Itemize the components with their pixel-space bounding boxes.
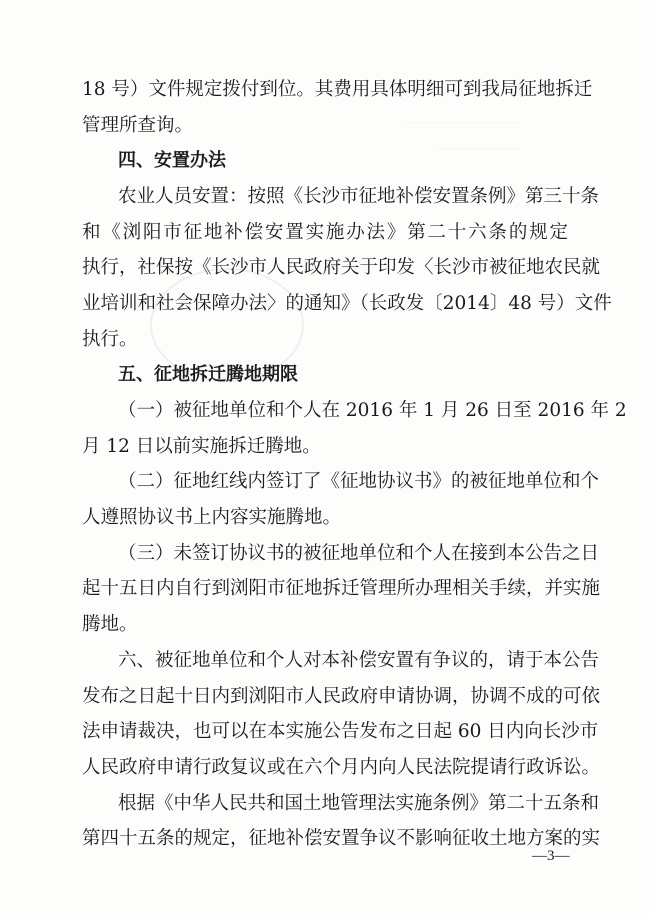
body-line: 月 12 日以前实施拆迁腾地。	[82, 436, 321, 457]
body-line: 执行。	[82, 329, 138, 350]
body-line: 和《浏阳市征地补偿安置实施办法》第二十六条的规定	[82, 222, 568, 243]
body-line: （三）未签订协议书的被征地单位和个人在接到本公告之日	[118, 543, 600, 564]
body-line: 18 号）文件规定拨付到位。其费用具体明细可到我局征地拆迁	[82, 79, 593, 100]
body-line: （二）征地红线内签订了《征地协议书》的被征地单位和个	[118, 471, 600, 492]
body-line: 第四十五条的规定，征地补偿安置争议不影响征收土地方案的实	[82, 828, 601, 849]
section-heading: 五、征地拆迁腾地期限	[118, 364, 298, 385]
body-line: 六、被征地单位和个人对本补偿安置有争议的，请于本公告	[118, 650, 600, 671]
body-line: 执行，社保按《长沙市人民政府关于印发〈长沙市被征地农民就	[82, 257, 601, 278]
body-line: 腾地。	[82, 614, 138, 635]
body-line: 发布之日起十日内到浏阳市人民政府申请协调，协调不成的可依	[82, 686, 601, 707]
body-line: 根据《中华人民共和国土地管理法实施条例》第二十五条和	[118, 793, 600, 814]
show-through-text: ······························ ······················	[405, 116, 520, 156]
body-line: 业培训和社会保障办法〉的通知》（长政发〔2014〕48 号）文件	[82, 293, 612, 314]
section-heading: 四、安置办法	[118, 150, 226, 171]
body-line: 法申请裁决，也可以在本实施公告发布之日起 60 日内向长沙市	[82, 721, 599, 742]
body-line: 人遵照协议书上内容实施腾地。	[82, 507, 342, 528]
body-line: （一）被征地单位和个人在 2016 年 1 月 26 日至 2016 年 2	[118, 400, 627, 421]
page-number: —3—	[532, 848, 570, 864]
body-line: 人民政府申请行政复议或在六个月内向人民法院提请行政诉讼。	[82, 757, 601, 778]
body-line: 农业人员安置：按照《长沙市征地补偿安置条例》第三十条	[118, 186, 600, 207]
body-line: 管理所查询。	[82, 115, 194, 136]
body-line: 起十五日内自行到浏阳市征地拆迁管理所办理相关手续，并实施	[82, 578, 601, 599]
